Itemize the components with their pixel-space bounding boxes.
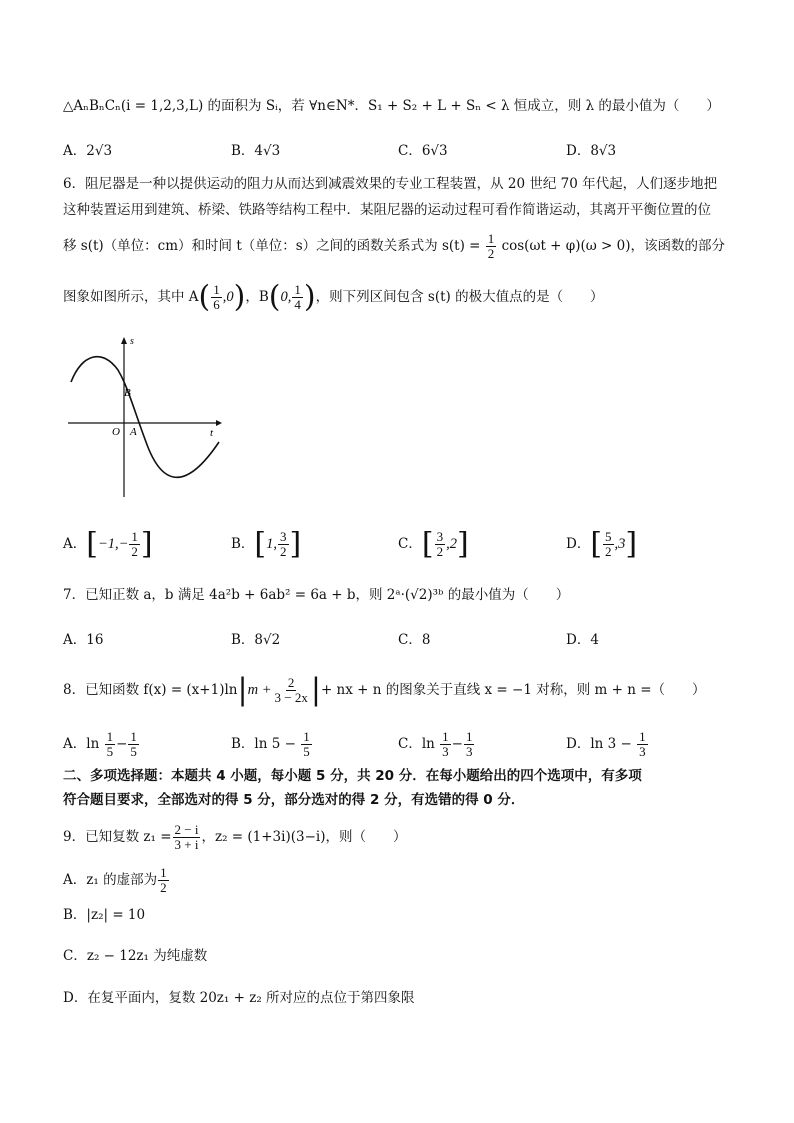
q6-half-fraction: $\frac{1}{2}$: [487, 231, 495, 261]
q9-option-b: B．|z₂| = 10: [63, 907, 146, 923]
q9-option-c: C．z₂ − 12z₁ 为纯虚数: [63, 948, 208, 964]
point-a-x: $\frac{1}{6}$: [213, 282, 220, 312]
t-axis-label: t: [210, 427, 214, 439]
s-axis-arrow: [121, 337, 127, 344]
section-2-line-2: 符合题目要求，全部选对的得 5 分，部分选对的得 2 分，有选错的得 0 分．: [63, 792, 525, 808]
q6-line-3: [63, 232, 725, 261]
q5-stem: △AₙBₙCₙ(i = 1,2,3,L) 的面积为 Sᵢ，若 ∀n∈N*．S₁ + S₂ + L + Sₙ < λ 恒成立，则 λ 的最小值为（ ）: [63, 98, 720, 114]
q7-option-c: C．8: [398, 632, 431, 648]
sine-curve: [71, 357, 219, 478]
t-axis-arrow: [216, 420, 222, 426]
q7-option-a: A．16: [63, 632, 104, 648]
q6-option-b: B．[1, $\frac{3}{2}$ ]: [231, 526, 302, 562]
q8-stem: 8．已知函数 f(x) = (x+1)ln|m + $\frac{2}{3 - 2x}$ |+ nx + n 的图象关于直线 x = −1 对称，则 m + n =（ ）: [63, 672, 706, 708]
section-2-line-1: 二、多项选择题：本题共 4 小题，每小题 5 分，共 20 分．在每小题给出的四个选项中，有多项: [63, 768, 642, 784]
q5-option-c: C．6√3: [398, 143, 448, 159]
point-b-label: B: [124, 387, 131, 399]
q6-line-4-c: ，则下列区间包含 s(t) 的极大值点的是（ ）: [315, 289, 604, 305]
q7-stem: 7．已知正数 a，b 满足 4a²b + 6ab² = 6a + b，则 2ᵃ·(√2)³ᵇ 的最小值为（ ）: [63, 587, 570, 603]
q6-line-4-a: 图象如图所示，其中 A: [63, 289, 199, 305]
sine-graph: [66, 332, 226, 502]
q6-line-3-b: cos(ωt + φ)(ω > 0)，该函数的部分: [501, 238, 726, 254]
q5-option-a: A．2√3: [63, 143, 113, 159]
q6-line-2: 这种装置运用到建筑、桥梁、铁路等结构工程中．某阻尼器的运动过程可看作简谐运动，其离开平衡位置的位: [63, 202, 711, 218]
q8-option-d: D．ln 3 − $\frac{1}{3}$: [566, 729, 646, 759]
q8-option-c: C．ln $\frac{1}{3}$ − $\frac{1}{3}$: [398, 729, 473, 759]
q8-option-a: A．ln $\frac{1}{5}$ − $\frac{1}{5}$: [63, 729, 137, 759]
q6-line-3-a: 移 s(t)（单位：cm）和时间 t（单位：s）之间的函数关系式为 s(t) =: [63, 238, 481, 254]
q7-option-d: D．4: [566, 632, 599, 648]
q9-stem: 9．已知复数 z₁ = $\frac{2 - i}{3 + i}$ ，z₂ = (1+3i)(3−i)，则（ ）: [63, 822, 407, 852]
q6-line-4: 图象如图所示，其中 A( $\frac{1}{6}$ ,0)，B(0, $\frac{1}{4}$ )，则下列区间包含 s(t) 的极大值点的是（ ）: [63, 279, 604, 315]
q6-option-a: A．[−1,− $\frac{1}{2}$ ]: [63, 526, 153, 562]
origin-label: O: [112, 426, 120, 438]
s-axis-label: s: [130, 336, 134, 347]
q6-option-d: D．[ $\frac{5}{2}$ ,3]: [566, 526, 638, 562]
q6-line-4-b: ，B: [245, 289, 269, 305]
q5-option-d: D．8√3: [566, 143, 617, 159]
q5-option-b: B．4√3: [231, 143, 281, 159]
point-b-y: $\frac{1}{4}$: [294, 282, 301, 312]
point-a-label: A: [130, 426, 137, 438]
q7-option-b: B．8√2: [231, 632, 281, 648]
q8-option-b: B．ln 5 − $\frac{1}{5}$: [231, 729, 310, 759]
q6-option-c: C．[ $\frac{3}{2}$ ,2]: [398, 526, 469, 562]
q9-option-d: D．在复平面内，复数 20z₁ + z₂ 所对应的点位于第四象限: [63, 990, 415, 1006]
q9-option-a: A．z₁ 的虚部为 $\frac{1}{2}$: [63, 865, 167, 895]
q6-line-1: 6．阻尼器是一种以提供运动的阻力从而达到减震效果的专业工程装置，从 20 世纪 70 年代起，人们逐步地把: [63, 176, 718, 192]
